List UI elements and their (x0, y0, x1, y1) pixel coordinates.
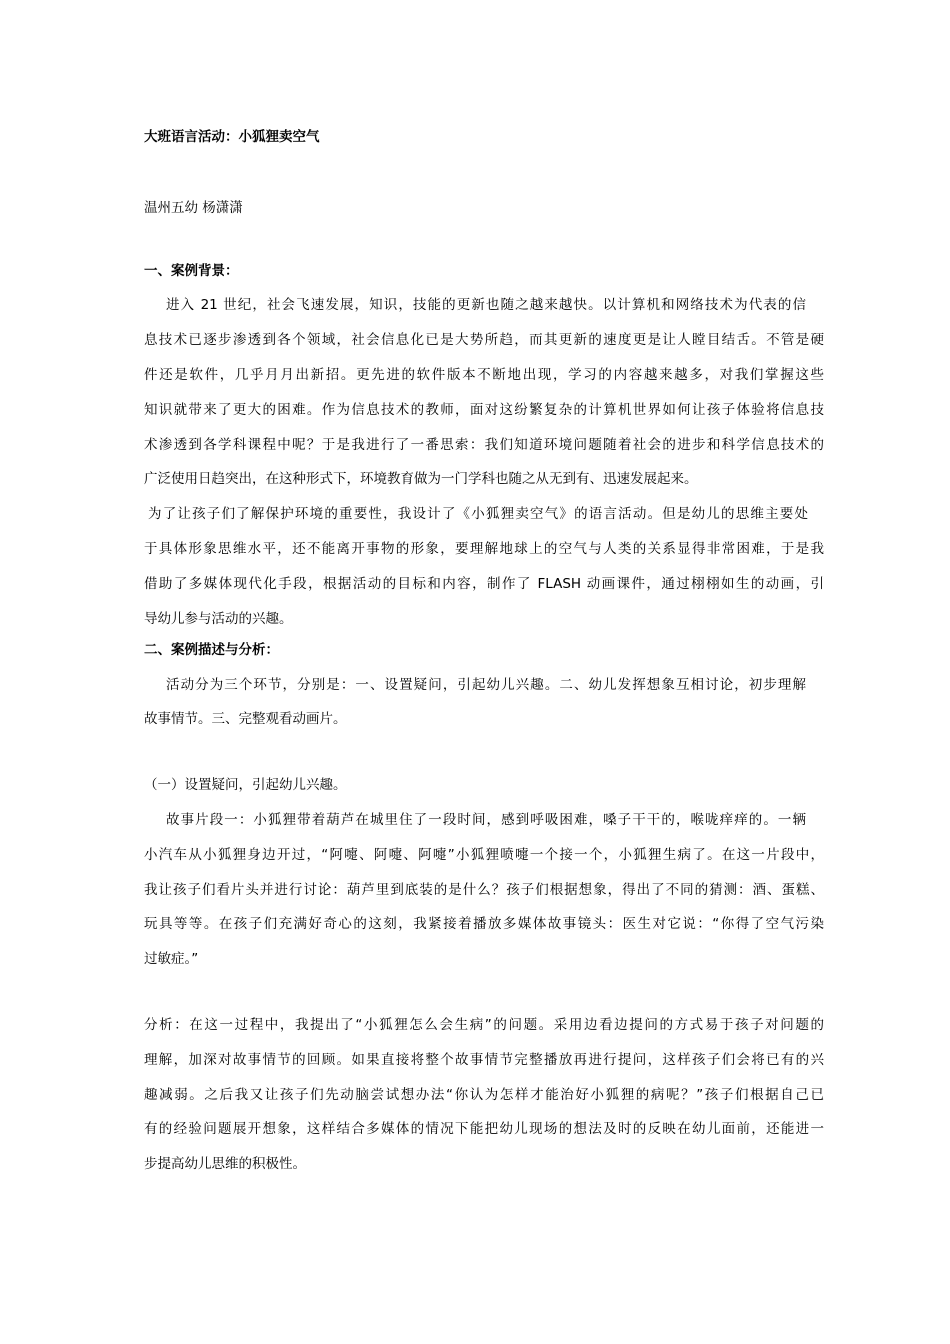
section2-para1-line: 活动分为三个环节，分别是：一、设置疑问，引起幼儿兴趣。二、幼儿发挥想象互相讨论，初步理解 (166, 677, 806, 693)
analysis-line: 步提高幼儿思维的积极性。 (144, 1156, 306, 1172)
section1-heading: 一、案例背景： (144, 263, 239, 279)
analysis-line: 分析：在这一过程中，我提出了“小狐狸怎么会生病”的问题。采用边看边提问的方式易于孩子对问题的 (144, 1017, 824, 1033)
section1-para1-line: 术渗透到各学科课程中呢？于是我进行了一番思索：我们知道环境问题随着社会的进步和科学信息技术的 (144, 437, 824, 453)
story-line: 玩具等等。在孩子们充满好奇心的这刻，我紧接着播放多媒体故事镜头：医生对它说：“你得了空气污染 (144, 916, 824, 932)
subsection1-heading: （一）设置疑问，引起幼儿兴趣。 (144, 777, 347, 793)
story-line: 过敏症。” (144, 951, 199, 967)
document-title: 大班语言活动：小狐狸卖空气 (144, 129, 320, 145)
section1-para2-line: 导幼儿参与活动的兴趣。 (144, 611, 293, 627)
analysis-line: 趣减弱。之后我又让孩子们先动脑尝试想办法“你认为怎样才能治好小狐狸的病呢？”孩子们根据自己已 (144, 1087, 824, 1103)
section1-para1-line: 息技术已逐步渗透到各个领域，社会信息化已是大势所趋，而其更新的速度更是让人瞠目结舌。不管是硬 (144, 332, 824, 348)
section1-para1-line: 件还是软件，几乎月月出新招。更先进的软件版本不断地出现，学习的内容越来越多，对我们掌握这些 (144, 367, 824, 383)
story-line: 小汽车从小狐狸身边开过，“阿嚏、阿嚏、阿嚏”小狐狸喷嚏一个接一个，小狐狸生病了。在这一片段中， (144, 847, 824, 863)
section1-para1-line: 广泛使用日趋突出，在这种形式下，环境教育做为一门学科也随之从无到有、迅速发展起来。 (144, 471, 698, 487)
section1-para1-line: 进入 21 世纪，社会飞速发展，知识，技能的更新也随之越来越快。以计算机和网络技术为代表的信 (166, 297, 806, 313)
document-author: 温州五幼 杨潇潇 (144, 200, 243, 216)
story-line: 我让孩子们看片头并进行讨论：葫芦里到底装的是什么？孩子们根据想象，得出了不同的猜测：酒、蛋糕、 (144, 882, 824, 898)
section2-para1-line: 故事情节。三、完整观看动画片。 (144, 711, 347, 727)
analysis-line: 有的经验问题展开想象，这样结合多媒体的情况下能把幼儿现场的想法及时的反映在幼儿面前，还能进一 (144, 1121, 824, 1137)
section1-para2-line: 借助了多媒体现代化手段，根据活动的目标和内容，制作了 FLASH 动画课件，通过栩栩如生的动画，引 (144, 576, 824, 592)
section2-heading: 二、案例描述与分析： (144, 642, 279, 658)
section1-para2-line: 于具体形象思维水平，还不能离开事物的形象，要理解地球上的空气与人类的关系显得非常困难，于是我 (144, 541, 824, 557)
analysis-line: 理解，加深对故事情节的回顾。如果直接将整个故事情节完整播放再进行提问，这样孩子们会将已有的兴 (144, 1052, 824, 1068)
section1-para1-line: 知识就带来了更大的困难。作为信息技术的教师，面对这纷繁复杂的计算机世界如何让孩子体验将信息技 (144, 402, 824, 418)
section1-para2-line: 为了让孩子们了解保护环境的重要性，我设计了《小狐狸卖空气》的语言活动。但是幼儿的思维主要处 (148, 506, 808, 522)
story-line: 故事片段一：小狐狸带着葫芦在城里住了一段时间，感到呼吸困难，嗓子干干的，喉咙痒痒的。一辆 (166, 812, 806, 828)
